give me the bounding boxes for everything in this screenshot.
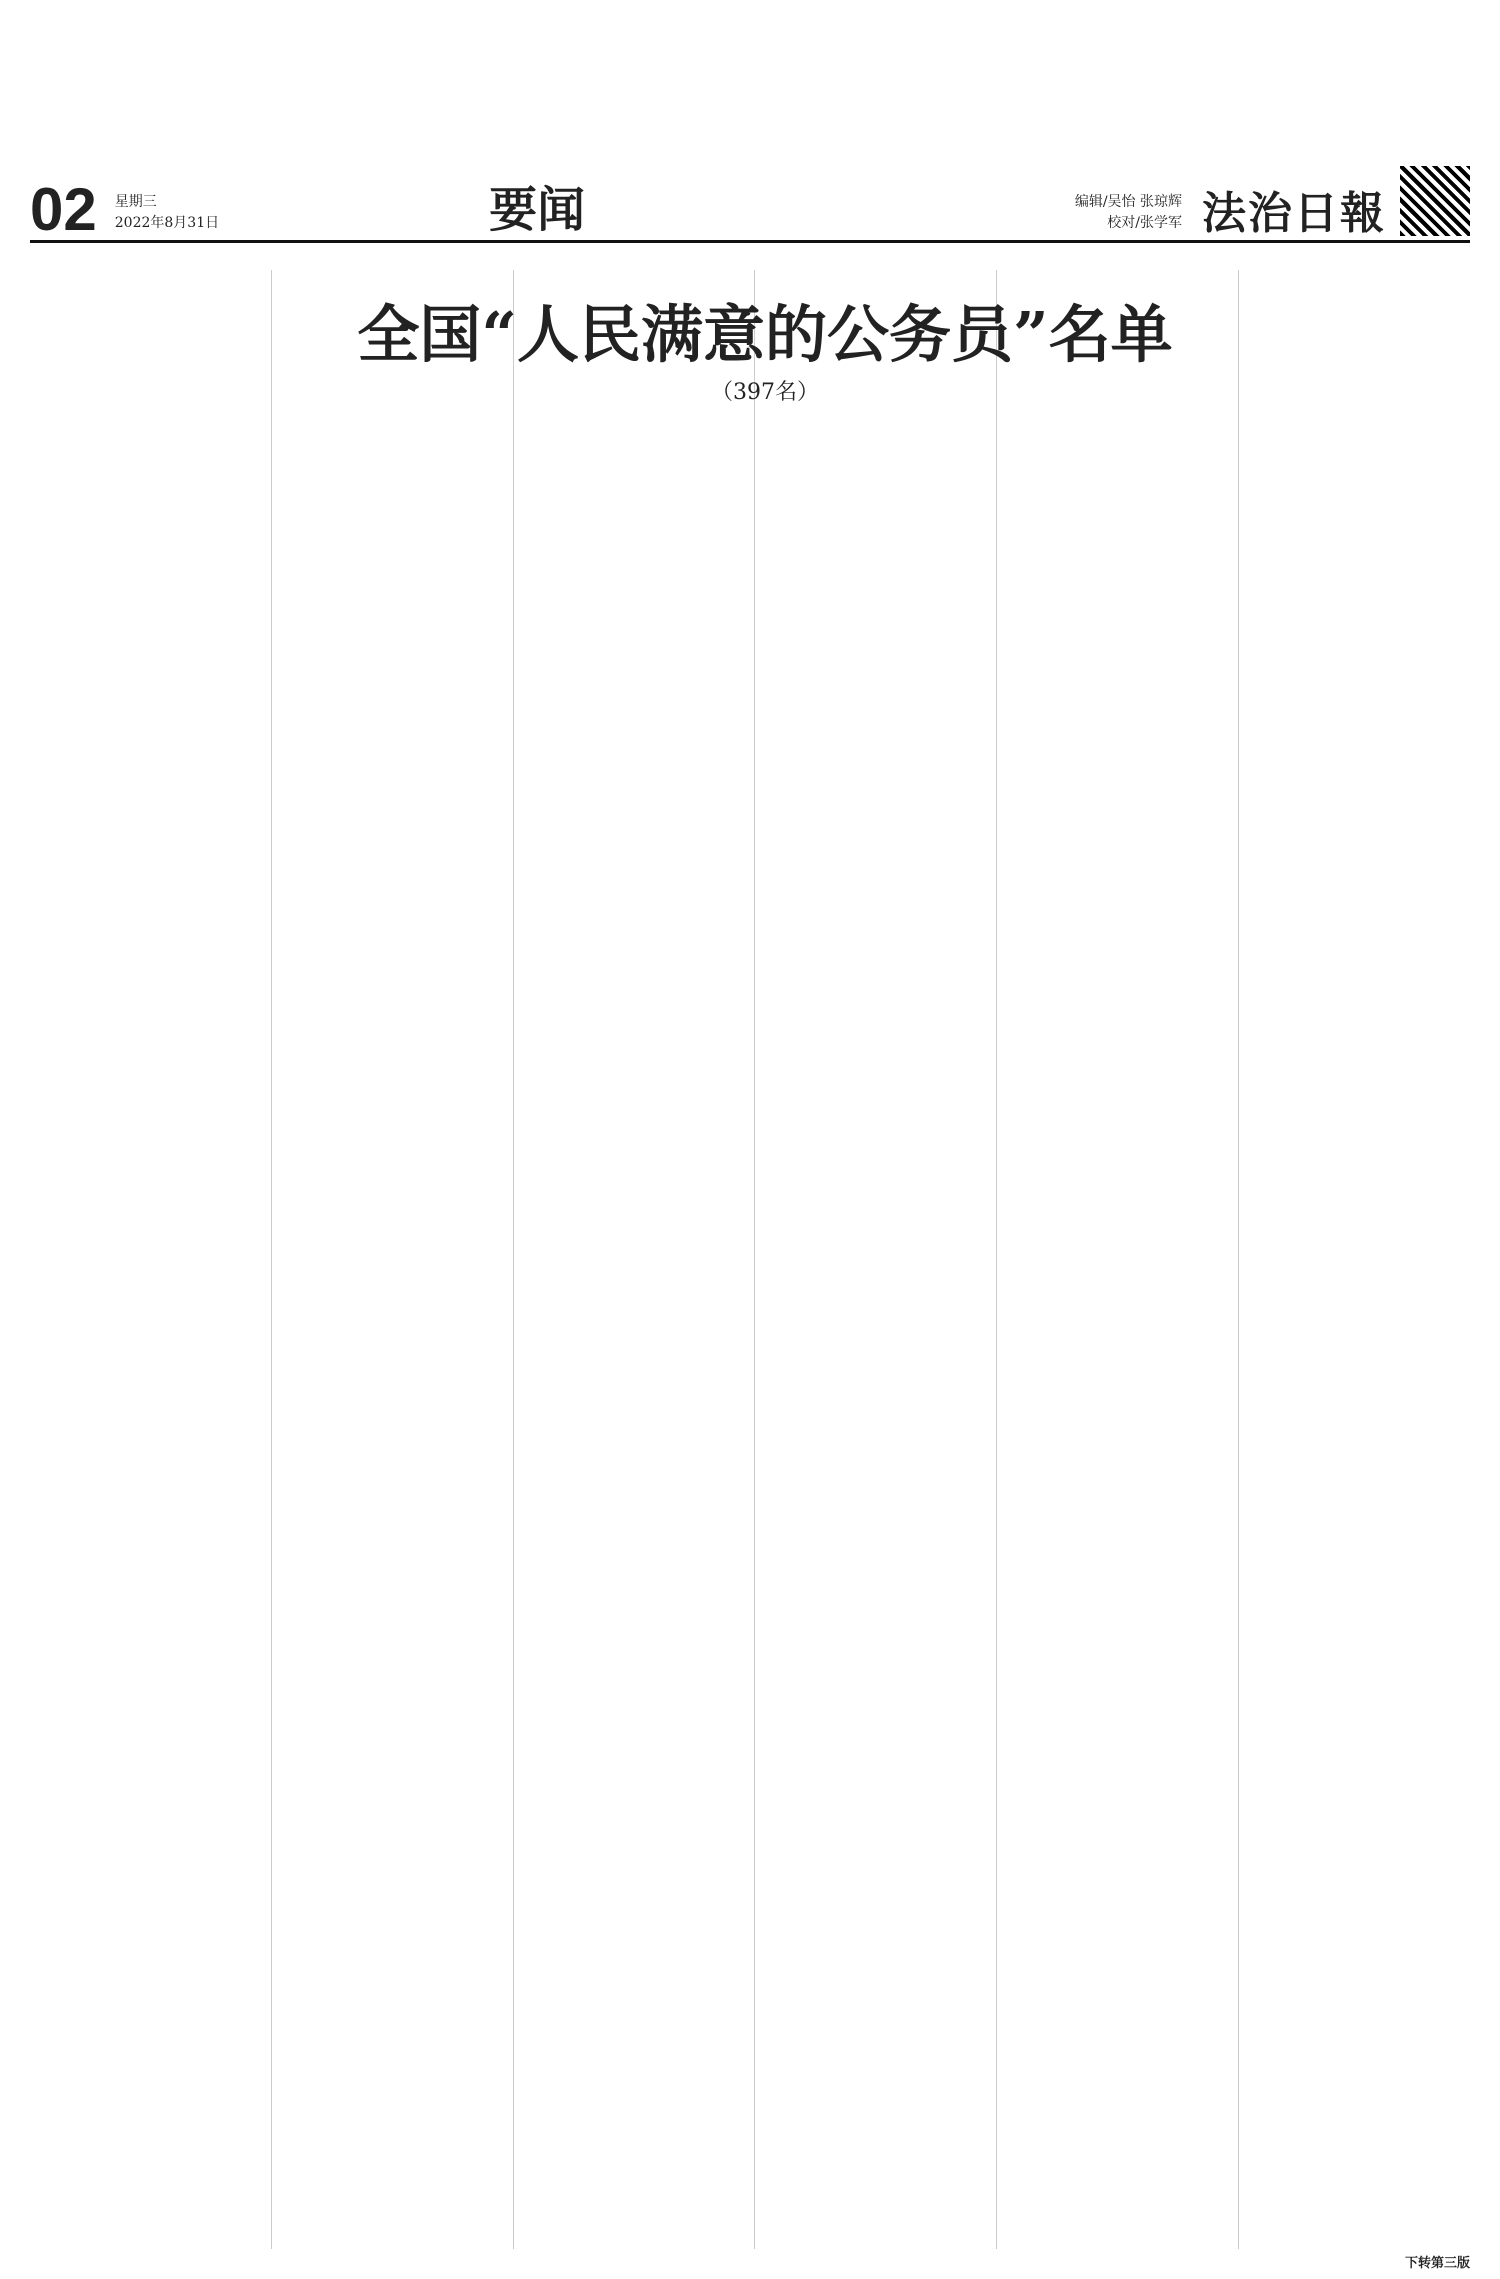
- page-number: 02: [30, 176, 97, 243]
- editors: 编辑/吴怡 张琼辉: [1074, 194, 1182, 210]
- date-block: [115, 192, 219, 240]
- column-2: [271, 270, 503, 2249]
- column-3: [513, 270, 745, 2249]
- qr-code-icon: [1400, 166, 1470, 236]
- proofreader: 校对/张学军: [1107, 215, 1182, 231]
- name-list-columns: [30, 270, 1470, 2249]
- masthead: [30, 160, 1470, 243]
- entry-count: （397名）: [711, 380, 819, 405]
- column-1: [30, 270, 261, 2249]
- column-5: [996, 270, 1228, 2249]
- paper-logo: 法治日報: [1202, 188, 1386, 239]
- column-6: [1238, 270, 1470, 2249]
- issue-date: 2022年8月31日: [114, 215, 220, 231]
- editors-block: [1075, 192, 1182, 240]
- column-4: [754, 270, 986, 2249]
- section-title: 要闻: [489, 182, 586, 238]
- continued-note: 下转第三版: [1404, 2256, 1470, 2271]
- headline: 全国“人民满意的公务员”名单: [357, 298, 1173, 371]
- weekday: 星期三: [114, 194, 157, 210]
